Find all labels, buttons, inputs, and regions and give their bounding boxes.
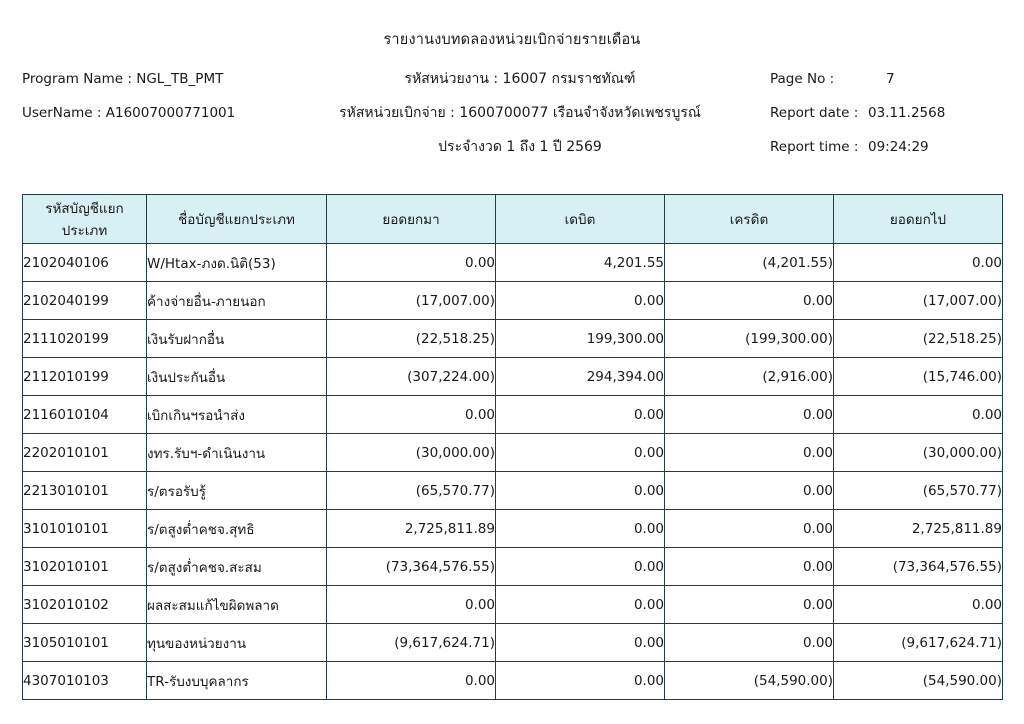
cell-credit: (54,590.00) — [665, 662, 834, 700]
header-right-block — [770, 62, 1020, 164]
cell-closing-balance: (22,518.25) — [834, 320, 1003, 358]
cell-debit: 0.00 — [496, 396, 665, 434]
cell-closing-balance: (65,570.77) — [834, 472, 1003, 510]
cell-opening-balance: (30,000.00) — [327, 434, 496, 472]
cell-debit: 0.00 — [496, 434, 665, 472]
cell-debit: 0.00 — [496, 662, 665, 700]
cell-closing-balance: (9,617,624.71) — [834, 624, 1003, 662]
table-row — [23, 396, 1003, 434]
username-value: A16007000771001 — [105, 105, 236, 121]
header-center-block — [330, 62, 710, 164]
table-row — [23, 548, 1003, 586]
cell-account-code: 3105010101 — [23, 624, 147, 662]
cell-credit: (4,201.55) — [665, 244, 834, 282]
page-no-label: Page No : — [770, 71, 835, 87]
cell-account-name: ร/ตรอรับรู้ — [147, 472, 327, 510]
cell-account-name: ผลสะสมแก้ไขผิดพลาด — [147, 586, 327, 624]
report-header — [0, 62, 1024, 172]
report-time-value: 09:24:29 — [868, 139, 929, 155]
cell-debit: 294,394.00 — [496, 358, 665, 396]
cell-account-code: 3102010101 — [23, 548, 147, 586]
cell-opening-balance: (73,364,576.55) — [327, 548, 496, 586]
table-row — [23, 662, 1003, 700]
cell-opening-balance: (307,224.00) — [327, 358, 496, 396]
cell-credit: (2,916.00) — [665, 358, 834, 396]
table-row — [23, 624, 1003, 662]
cell-opening-balance: 0.00 — [327, 244, 496, 282]
cell-credit: 0.00 — [665, 586, 834, 624]
report-time-row — [770, 130, 1020, 164]
column-header-closing-balance: ยอดยกไป — [834, 195, 1003, 244]
cell-account-code: 2112010199 — [23, 358, 147, 396]
page-no-value: 7 — [886, 71, 895, 87]
cell-credit: 0.00 — [665, 472, 834, 510]
column-header-account-code: รหัสบัญชีแยกประเภท — [23, 195, 147, 244]
cell-closing-balance: 0.00 — [834, 586, 1003, 624]
cell-opening-balance: 0.00 — [327, 396, 496, 434]
cell-closing-balance: 0.00 — [834, 244, 1003, 282]
cell-closing-balance: 2,725,811.89 — [834, 510, 1003, 548]
table-row — [23, 244, 1003, 282]
cell-account-name: เงินประกันอื่น — [147, 358, 327, 396]
username-row — [22, 96, 322, 130]
cell-opening-balance: 2,725,811.89 — [327, 510, 496, 548]
table-row — [23, 282, 1003, 320]
cell-credit: 0.00 — [665, 434, 834, 472]
username-label: UserName : — [22, 105, 102, 121]
cell-opening-balance: 0.00 — [327, 662, 496, 700]
cell-credit: 0.00 — [665, 510, 834, 548]
cell-credit: 0.00 — [665, 548, 834, 586]
report-time-label: Report time : — [770, 139, 859, 155]
trial-balance-table — [22, 194, 1003, 700]
cell-closing-balance: (73,364,576.55) — [834, 548, 1003, 586]
cell-opening-balance: (65,570.77) — [327, 472, 496, 510]
cell-credit: 0.00 — [665, 396, 834, 434]
cell-debit: 0.00 — [496, 510, 665, 548]
cell-account-code: 2202010101 — [23, 434, 147, 472]
program-name-row — [22, 62, 322, 96]
cell-account-name: งทร.รับฯ-ดำเนินงาน — [147, 434, 327, 472]
table-body — [23, 244, 1003, 700]
column-header-credit: เครดิต — [665, 195, 834, 244]
cell-account-name: ค้างจ่ายอื่น-ภายนอก — [147, 282, 327, 320]
column-header-opening-balance: ยอดยกมา — [327, 195, 496, 244]
header-left-block — [22, 62, 322, 130]
cell-account-name: เบิกเกินฯรอนำส่ง — [147, 396, 327, 434]
cell-account-name: ร/ตสูงต่ำคชจ.สุทธิ — [147, 510, 327, 548]
cell-account-code: 2116010104 — [23, 396, 147, 434]
column-header-account-name: ชื่อบัญชีแยกประเภท — [147, 195, 327, 244]
cell-account-name: TR-รับงบบุคลากร — [147, 662, 327, 700]
cell-opening-balance: 0.00 — [327, 586, 496, 624]
cell-opening-balance: (17,007.00) — [327, 282, 496, 320]
cell-account-code: 3102010102 — [23, 586, 147, 624]
table-row — [23, 320, 1003, 358]
cell-closing-balance: 0.00 — [834, 396, 1003, 434]
cell-closing-balance: (15,746.00) — [834, 358, 1003, 396]
program-name-value: NGL_TB_PMT — [136, 71, 224, 87]
table-header-row — [23, 195, 1003, 244]
program-name-label: Program Name : — [22, 71, 132, 87]
cell-account-code: 4307010103 — [23, 662, 147, 700]
cell-account-code: 2213010101 — [23, 472, 147, 510]
cell-debit: 0.00 — [496, 624, 665, 662]
cell-account-name: W/Htax-ภงด.นิติ(53) — [147, 244, 327, 282]
cell-opening-balance: (9,617,624.71) — [327, 624, 496, 662]
cell-debit: 0.00 — [496, 586, 665, 624]
cell-account-name: ทุนของหน่วยงาน — [147, 624, 327, 662]
page-no-row — [770, 62, 1020, 96]
cell-credit: (199,300.00) — [665, 320, 834, 358]
disbursement-unit-line: รหัสหน่วยเบิกจ่าย : 1600700077 เรือนจำจังหวัดเพชรบูรณ์ — [339, 105, 701, 121]
cell-credit: 0.00 — [665, 624, 834, 662]
cell-account-code: 3101010101 — [23, 510, 147, 548]
cell-debit: 199,300.00 — [496, 320, 665, 358]
cell-account-code: 2111020199 — [23, 320, 147, 358]
cell-account-code: 2102040199 — [23, 282, 147, 320]
cell-debit: 0.00 — [496, 548, 665, 586]
cell-closing-balance: (30,000.00) — [834, 434, 1003, 472]
column-header-debit: เดบิต — [496, 195, 665, 244]
agency-line: รหัสหน่วยงาน : 16007 กรมราชทัณฑ์ — [404, 71, 636, 87]
report-date-label: Report date : — [770, 105, 859, 121]
table-row — [23, 510, 1003, 548]
table-row — [23, 586, 1003, 624]
cell-debit: 0.00 — [496, 472, 665, 510]
report-date-value: 03.11.2568 — [868, 105, 946, 121]
table-row — [23, 358, 1003, 396]
cell-account-name: เงินรับฝากอื่น — [147, 320, 327, 358]
cell-opening-balance: (22,518.25) — [327, 320, 496, 358]
table-header — [23, 195, 1003, 244]
cell-credit: 0.00 — [665, 282, 834, 320]
page-title: รายงานงบทดลองหน่วยเบิกจ่ายรายเดือน — [383, 32, 641, 48]
cell-debit: 0.00 — [496, 282, 665, 320]
period-line: ประจำงวด 1 ถึง 1 ปี 2569 — [438, 139, 602, 155]
report-date-row — [770, 96, 1020, 130]
cell-account-name: ร/ตสูงต่ำคชจ.สะสม — [147, 548, 327, 586]
cell-closing-balance: (17,007.00) — [834, 282, 1003, 320]
cell-account-code: 2102040106 — [23, 244, 147, 282]
cell-closing-balance: (54,590.00) — [834, 662, 1003, 700]
cell-debit: 4,201.55 — [496, 244, 665, 282]
table-row — [23, 434, 1003, 472]
table-row — [23, 472, 1003, 510]
